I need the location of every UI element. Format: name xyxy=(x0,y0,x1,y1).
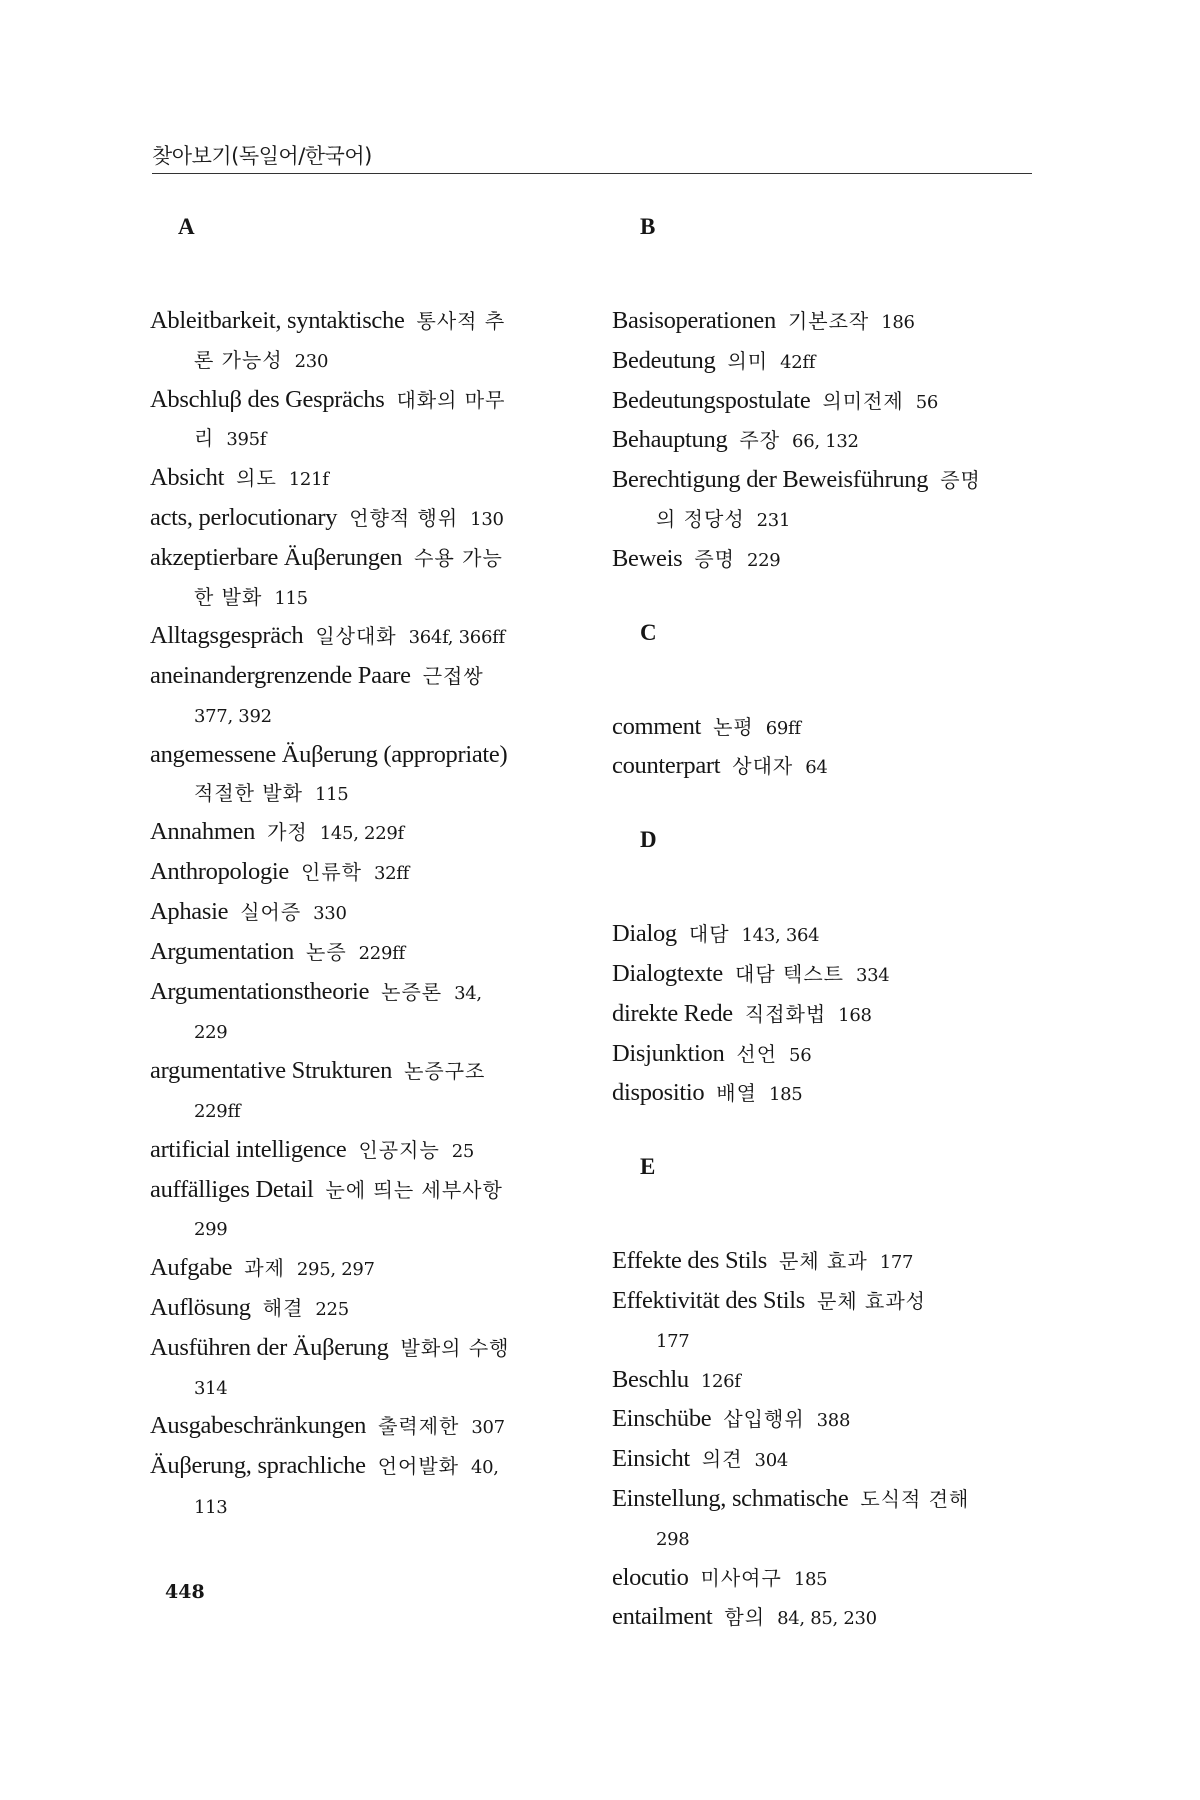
entry-korean: 인공지능 xyxy=(358,1137,440,1162)
entry-korean: 통사적 추 xyxy=(416,309,506,333)
index-entry xyxy=(150,539,600,618)
entry-term: Einsicht xyxy=(612,1445,690,1473)
entry-term: Auflösung xyxy=(150,1293,251,1321)
entry-term: auffälliges Detail xyxy=(150,1175,314,1203)
right-column xyxy=(612,212,1042,1676)
entry-continuation xyxy=(150,1012,600,1052)
entry-korean: 해결 xyxy=(262,1295,304,1320)
index-entry xyxy=(612,1598,1042,1638)
entry-term: Ableitbarkeit, syntaktische xyxy=(150,307,405,334)
entry-korean: 언향적 행위 xyxy=(349,505,459,530)
entry-korean: 과제 xyxy=(244,1256,285,1281)
entry-korean-cont: 적절한 발화 xyxy=(194,780,303,805)
entry-pages: 42ff xyxy=(780,351,816,373)
entry-term: Effekte des Stils xyxy=(612,1247,768,1275)
entry-korean: 의미전제 xyxy=(822,388,904,413)
index-section xyxy=(612,212,1042,580)
index-entry xyxy=(150,1131,600,1171)
entry-term: Argumentationstheorie xyxy=(150,977,370,1005)
entry-term: angemessene Äuβerung (appropriate) xyxy=(150,740,508,768)
entry-korean: 미사여구 xyxy=(700,1565,782,1590)
entry-korean: 논증 xyxy=(306,939,347,964)
entry-korean: 증명 xyxy=(694,546,735,571)
entry-korean: 상대자 xyxy=(732,754,794,779)
index-entry xyxy=(150,657,600,736)
index-entry xyxy=(150,1407,600,1447)
entry-term: Alltagsgespräch xyxy=(150,622,304,650)
entry-pages-cont: 314 xyxy=(194,1377,228,1399)
entry-pages: 229 xyxy=(746,549,781,571)
index-section xyxy=(612,618,1042,788)
entry-continuation xyxy=(150,419,600,459)
entry-pages: 25 xyxy=(451,1140,475,1162)
entry-pages: 307 xyxy=(471,1417,505,1439)
entry-pages: 130 xyxy=(470,508,504,530)
entry-pages: 185 xyxy=(768,1084,803,1106)
index-entry xyxy=(612,302,1042,342)
entry-pages-cont: 229 xyxy=(194,1022,228,1044)
index-section xyxy=(612,825,1042,1114)
entry-term: Beweis xyxy=(612,544,683,572)
entry-pages: 168 xyxy=(838,1004,872,1026)
index-entry xyxy=(150,1329,600,1408)
index-entry xyxy=(150,302,600,381)
entry-continuation xyxy=(150,341,600,381)
entry-term: entailment xyxy=(612,1603,713,1631)
entry-continuation xyxy=(150,696,600,736)
entry-korean: 함의 xyxy=(724,1605,766,1630)
entry-pages: 34, xyxy=(454,982,482,1004)
index-entry xyxy=(150,381,600,460)
entry-continuation xyxy=(150,1487,600,1527)
index-entry xyxy=(150,1249,600,1289)
entry-term: aneinandergrenzende Paare xyxy=(150,662,411,690)
entry-pages: 126f xyxy=(700,1370,741,1392)
entry-pages: 225 xyxy=(315,1298,349,1320)
entry-pages: 40, xyxy=(470,1457,499,1479)
entry-pages-cont: 299 xyxy=(194,1219,228,1241)
index-section xyxy=(150,212,600,1527)
entry-term: Abschluβ des Gesprächs xyxy=(150,385,385,413)
entry-term: Basisoperationen xyxy=(612,307,776,334)
entry-term: Dialogtexte xyxy=(612,959,723,987)
entry-korean: 대담 xyxy=(688,922,730,947)
entry-korean: 문체 효과성 xyxy=(817,1288,926,1313)
entry-korean: 도식적 견해 xyxy=(860,1486,970,1511)
index-entry xyxy=(612,995,1042,1035)
index-entry xyxy=(612,1480,1042,1559)
entry-term: Behauptung xyxy=(612,426,728,454)
entry-korean: 발화의 수행 xyxy=(400,1335,510,1360)
index-entry xyxy=(150,459,600,499)
entry-pages: 115 xyxy=(314,783,349,805)
entry-term: Berechtigung der Beweisführung xyxy=(612,466,929,494)
entry-korean: 문체 효과 xyxy=(779,1249,868,1274)
entry-term: acts, perlocutionary xyxy=(150,503,338,531)
left-column xyxy=(150,212,600,1565)
section-letter: C xyxy=(640,619,657,645)
entry-term: direkte Rede xyxy=(612,999,733,1027)
entry-term: argumentative Strukturen xyxy=(150,1057,393,1085)
entry-pages: 84, 85, 230 xyxy=(777,1608,877,1630)
entry-korean: 일상대화 xyxy=(315,624,397,649)
section-letter: A xyxy=(178,214,195,239)
entry-pages: 56 xyxy=(789,1044,812,1066)
entry-continuation xyxy=(150,1091,600,1131)
entry-term: Äuβerung, sprachliche xyxy=(150,1452,366,1480)
index-entry xyxy=(612,1282,1042,1361)
entry-pages: 56 xyxy=(915,391,939,413)
entry-pages-cont: 177 xyxy=(656,1330,690,1352)
entry-term: Argumentation xyxy=(150,937,294,965)
entry-term: Ausführen der Äuβerung xyxy=(150,1333,389,1361)
entry-korean: 선언 xyxy=(736,1041,778,1066)
entry-korean: 증명 xyxy=(940,468,981,493)
index-entry xyxy=(150,499,600,539)
entry-korean: 눈에 띄는 세부사항 xyxy=(325,1177,503,1202)
index-entry xyxy=(612,915,1042,955)
entry-korean: 논증론 xyxy=(381,979,443,1004)
entry-pages: 177 xyxy=(879,1252,914,1274)
index-entry xyxy=(612,1400,1042,1440)
entry-pages: 143, 364 xyxy=(741,925,820,947)
entry-term: Aphasie xyxy=(150,897,229,925)
entry-term: dispositio xyxy=(612,1079,705,1107)
section-letter: B xyxy=(640,214,656,239)
entry-continuation xyxy=(612,500,1042,540)
entry-pages: 395f xyxy=(226,429,267,451)
index-entry xyxy=(150,933,600,973)
entry-korean: 근접쌍 xyxy=(422,664,484,689)
entry-continuation xyxy=(612,1321,1042,1361)
entry-korean: 배열 xyxy=(716,1081,757,1106)
section-letter: D xyxy=(640,827,657,853)
entry-korean: 대화의 마무 xyxy=(396,387,506,412)
entry-term: Einstellung, schmatische xyxy=(612,1484,849,1512)
entry-korean: 가정 xyxy=(267,820,308,845)
entry-korean: 인류학 xyxy=(301,860,362,885)
entry-korean: 출력제한 xyxy=(378,1414,460,1439)
index-entry xyxy=(612,421,1042,461)
index-entry xyxy=(150,736,600,814)
entry-pages: 364f, 366ff xyxy=(408,627,505,649)
index-section xyxy=(612,1152,1042,1638)
entry-pages: 185 xyxy=(793,1568,828,1590)
entry-continuation xyxy=(150,1368,600,1408)
index-entry xyxy=(612,708,1042,748)
entry-korean-cont: 한 발화 xyxy=(194,584,263,609)
entry-continuation xyxy=(150,578,600,618)
entry-term: Dialog xyxy=(612,920,677,948)
index-entry xyxy=(150,1052,600,1131)
entry-pages: 66, 132 xyxy=(792,431,859,453)
entry-term: artificial intelligence xyxy=(150,1135,347,1163)
index-entry xyxy=(612,1074,1042,1114)
entry-term: Disjunktion xyxy=(612,1039,725,1067)
entry-term: akzeptierbare Äuβerungen xyxy=(150,543,403,571)
entry-korean: 의견 xyxy=(701,1447,743,1472)
entry-continuation xyxy=(612,1519,1042,1559)
entry-korean: 주장 xyxy=(739,428,781,453)
entry-pages: 334 xyxy=(855,964,890,986)
entry-korean-cont: 의 정당성 xyxy=(656,506,745,531)
entry-korean: 기본조작 xyxy=(787,309,870,333)
entry-term: Annahmen xyxy=(150,818,256,846)
entry-korean-cont: 리 xyxy=(194,426,215,451)
entry-term: elocutio xyxy=(612,1563,689,1591)
entry-korean: 직접화법 xyxy=(744,1001,827,1026)
index-entry xyxy=(150,1447,600,1527)
index-entry xyxy=(612,747,1042,787)
entry-term: Absicht xyxy=(150,464,225,492)
index-entry xyxy=(612,461,1042,540)
entry-korean: 삽입행위 xyxy=(723,1407,805,1432)
index-entry xyxy=(612,1440,1042,1480)
running-head: 찾아보기(독일어/한국어) xyxy=(152,144,372,168)
index-entry xyxy=(612,1242,1042,1282)
entry-term: Ausgabeschränkungen xyxy=(150,1412,367,1440)
entry-pages-cont: 377, 392 xyxy=(194,705,272,727)
index-entry xyxy=(150,813,600,853)
index-entry xyxy=(150,617,600,657)
entry-pages: 330 xyxy=(313,902,347,924)
index-entry xyxy=(612,1559,1042,1599)
entry-pages-cont: 229ff xyxy=(194,1100,241,1122)
entry-pages: 304 xyxy=(754,1450,789,1472)
entry-korean: 논평 xyxy=(713,714,754,739)
entry-pages-cont: 298 xyxy=(656,1528,690,1550)
entry-korean: 의도 xyxy=(236,466,277,491)
entry-pages: 145, 229f xyxy=(319,823,404,845)
entry-pages: 388 xyxy=(816,1410,851,1432)
header-rule xyxy=(152,173,1032,174)
index-entry xyxy=(150,1289,600,1329)
entry-term: Aufgabe xyxy=(150,1254,233,1282)
section-letter: E xyxy=(640,1154,656,1180)
index-entry xyxy=(612,1035,1042,1075)
entry-korean: 수용 가능 xyxy=(414,545,503,570)
index-entry xyxy=(150,893,600,933)
index-entry xyxy=(612,342,1042,382)
entry-continuation xyxy=(150,1209,600,1249)
entry-pages: 231 xyxy=(756,509,791,531)
entry-korean: 논증구조 xyxy=(404,1059,486,1084)
entry-term: Einschübe xyxy=(612,1405,712,1433)
index-entry xyxy=(612,1361,1042,1401)
entry-pages: 229ff xyxy=(358,942,405,964)
index-entry xyxy=(612,955,1042,995)
entry-korean: 대담 텍스트 xyxy=(735,961,844,986)
entry-pages: 295, 297 xyxy=(296,1259,375,1281)
entry-pages: 69ff xyxy=(765,717,801,739)
entry-korean: 언어발화 xyxy=(377,1454,459,1479)
entry-pages: 115 xyxy=(274,587,308,609)
entry-pages: 32ff xyxy=(373,863,409,885)
entry-term: Bedeutungspostulate xyxy=(612,386,811,414)
entry-korean: 의미 xyxy=(727,348,769,373)
index-entry xyxy=(150,853,600,893)
index-entry xyxy=(150,973,600,1053)
entry-pages: 121f xyxy=(288,469,329,491)
entry-term: Beschlu xyxy=(612,1365,689,1393)
entry-pages: 64 xyxy=(805,757,828,779)
entry-korean-cont: 론 가능성 xyxy=(194,347,283,372)
entry-term: Effektivität des Stils xyxy=(612,1286,806,1314)
entry-term: counterpart xyxy=(612,752,721,780)
entry-pages: 230 xyxy=(294,350,329,372)
index-entry xyxy=(150,1171,600,1250)
entry-korean: 실어증 xyxy=(240,899,302,924)
entry-term: Anthropologie xyxy=(150,858,289,886)
index-entry xyxy=(612,540,1042,580)
entry-term: comment xyxy=(612,712,702,740)
index-entry xyxy=(612,382,1042,422)
entry-pages-cont: 113 xyxy=(194,1496,228,1518)
page-number: 448 xyxy=(165,1581,205,1603)
entry-term: Bedeutung xyxy=(612,346,716,374)
entry-pages: 186 xyxy=(881,312,915,333)
entry-continuation xyxy=(150,774,600,814)
